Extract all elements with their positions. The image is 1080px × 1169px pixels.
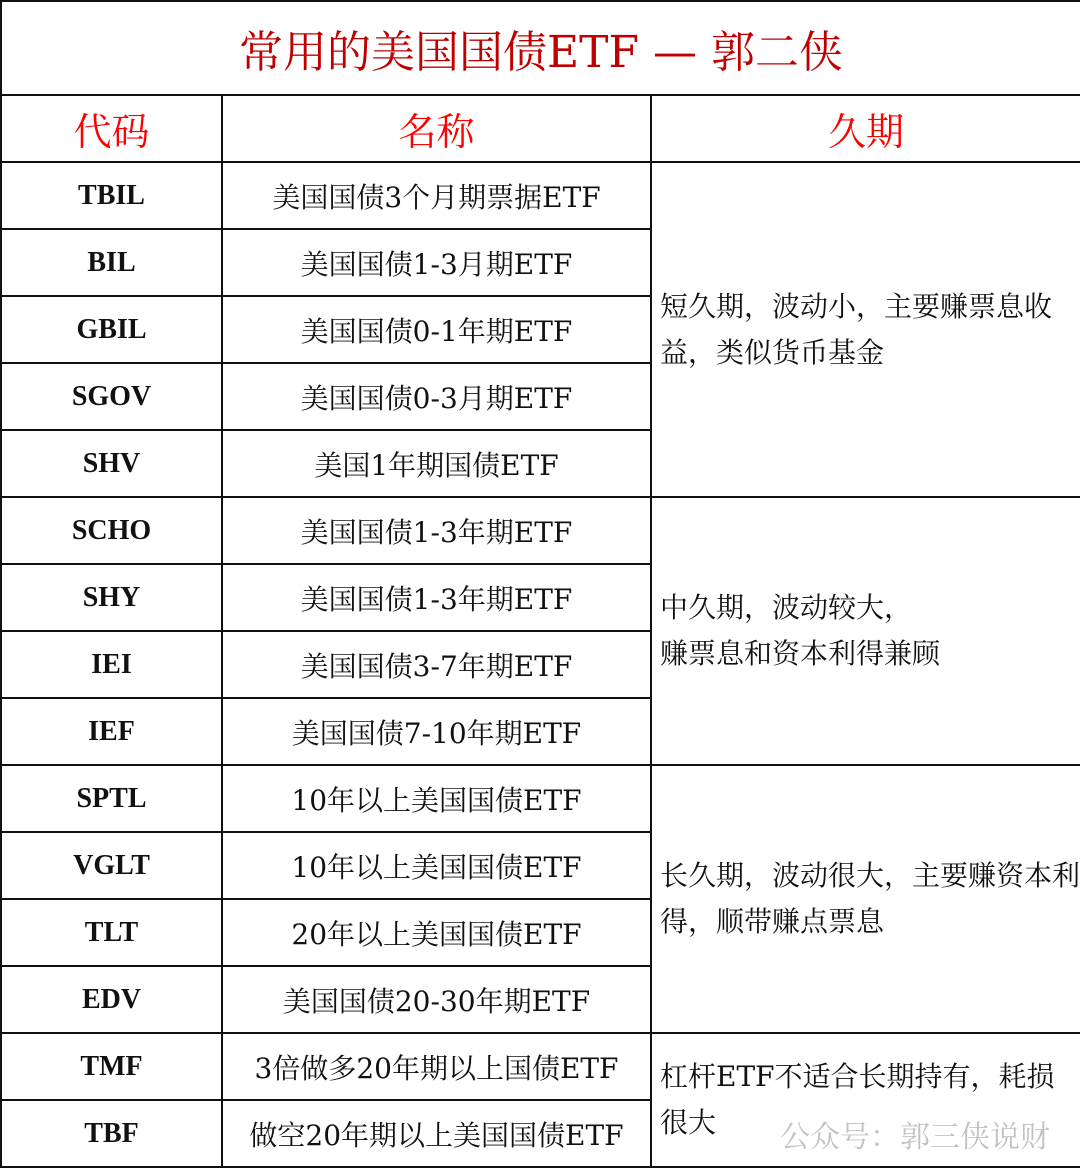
etf-name: 美国国债0-1年期ETF — [222, 296, 651, 363]
etf-code: IEF — [1, 698, 222, 765]
table-row — [1, 765, 1080, 832]
etf-code: SGOV — [1, 363, 222, 430]
header-duration: 久期 — [651, 95, 1080, 162]
etf-code: IEI — [1, 631, 222, 698]
etf-code: EDV — [1, 966, 222, 1033]
etf-name: 20年以上美国国债ETF — [222, 899, 651, 966]
duration-note: 中久期，波动较大， 赚票息和资本利得兼顾 — [651, 497, 1080, 765]
etf-name: 美国国债1-3年期ETF — [222, 497, 651, 564]
watermark: 公众号：郭三侠说财 — [780, 1120, 1050, 1155]
etf-name: 美国国债1-3月期ETF — [222, 229, 651, 296]
etf-code: GBIL — [1, 296, 222, 363]
etf-name: 做空20年期以上美国国债ETF — [222, 1100, 651, 1167]
etf-code: TBF — [1, 1100, 222, 1167]
duration-note: 杠杆ETF不适合长期持有，耗损很大 — [651, 1033, 1080, 1167]
etf-code: SCHO — [1, 497, 222, 564]
table-title: 常用的美国国债ETF — 郭二侠 — [1, 1, 1080, 95]
header-code: 代码 — [1, 95, 222, 162]
etf-name: 3倍做多20年期以上国债ETF — [222, 1033, 651, 1100]
duration-note: 短久期，波动小，主要赚票息收益，类似货币基金 — [651, 162, 1080, 497]
etf-code: BIL — [1, 229, 222, 296]
etf-code: SHV — [1, 430, 222, 497]
etf-code: TLT — [1, 899, 222, 966]
header-name: 名称 — [222, 95, 651, 162]
etf-name: 美国国债20-30年期ETF — [222, 966, 651, 1033]
etf-name: 美国国债0-3月期ETF — [222, 363, 651, 430]
etf-name: 美国国债7-10年期ETF — [222, 698, 651, 765]
table-row — [1, 162, 1080, 229]
etf-name: 美国国债3-7年期ETF — [222, 631, 651, 698]
etf-code: VGLT — [1, 832, 222, 899]
table-row — [1, 497, 1080, 564]
etf-code: TBIL — [1, 162, 222, 229]
etf-name: 美国国债3个月期票据ETF — [222, 162, 651, 229]
duration-note: 长久期，波动很大，主要赚资本利得，顺带赚点票息 — [651, 765, 1080, 1033]
etf-name: 10年以上美国国债ETF — [222, 832, 651, 899]
etf-code: SHY — [1, 564, 222, 631]
etf-name: 10年以上美国国债ETF — [222, 765, 651, 832]
etf-code: TMF — [1, 1033, 222, 1100]
etf-name: 美国国债1-3年期ETF — [222, 564, 651, 631]
table-row — [1, 1033, 1080, 1100]
etf-code: SPTL — [1, 765, 222, 832]
etf-name: 美国1年期国债ETF — [222, 430, 651, 497]
